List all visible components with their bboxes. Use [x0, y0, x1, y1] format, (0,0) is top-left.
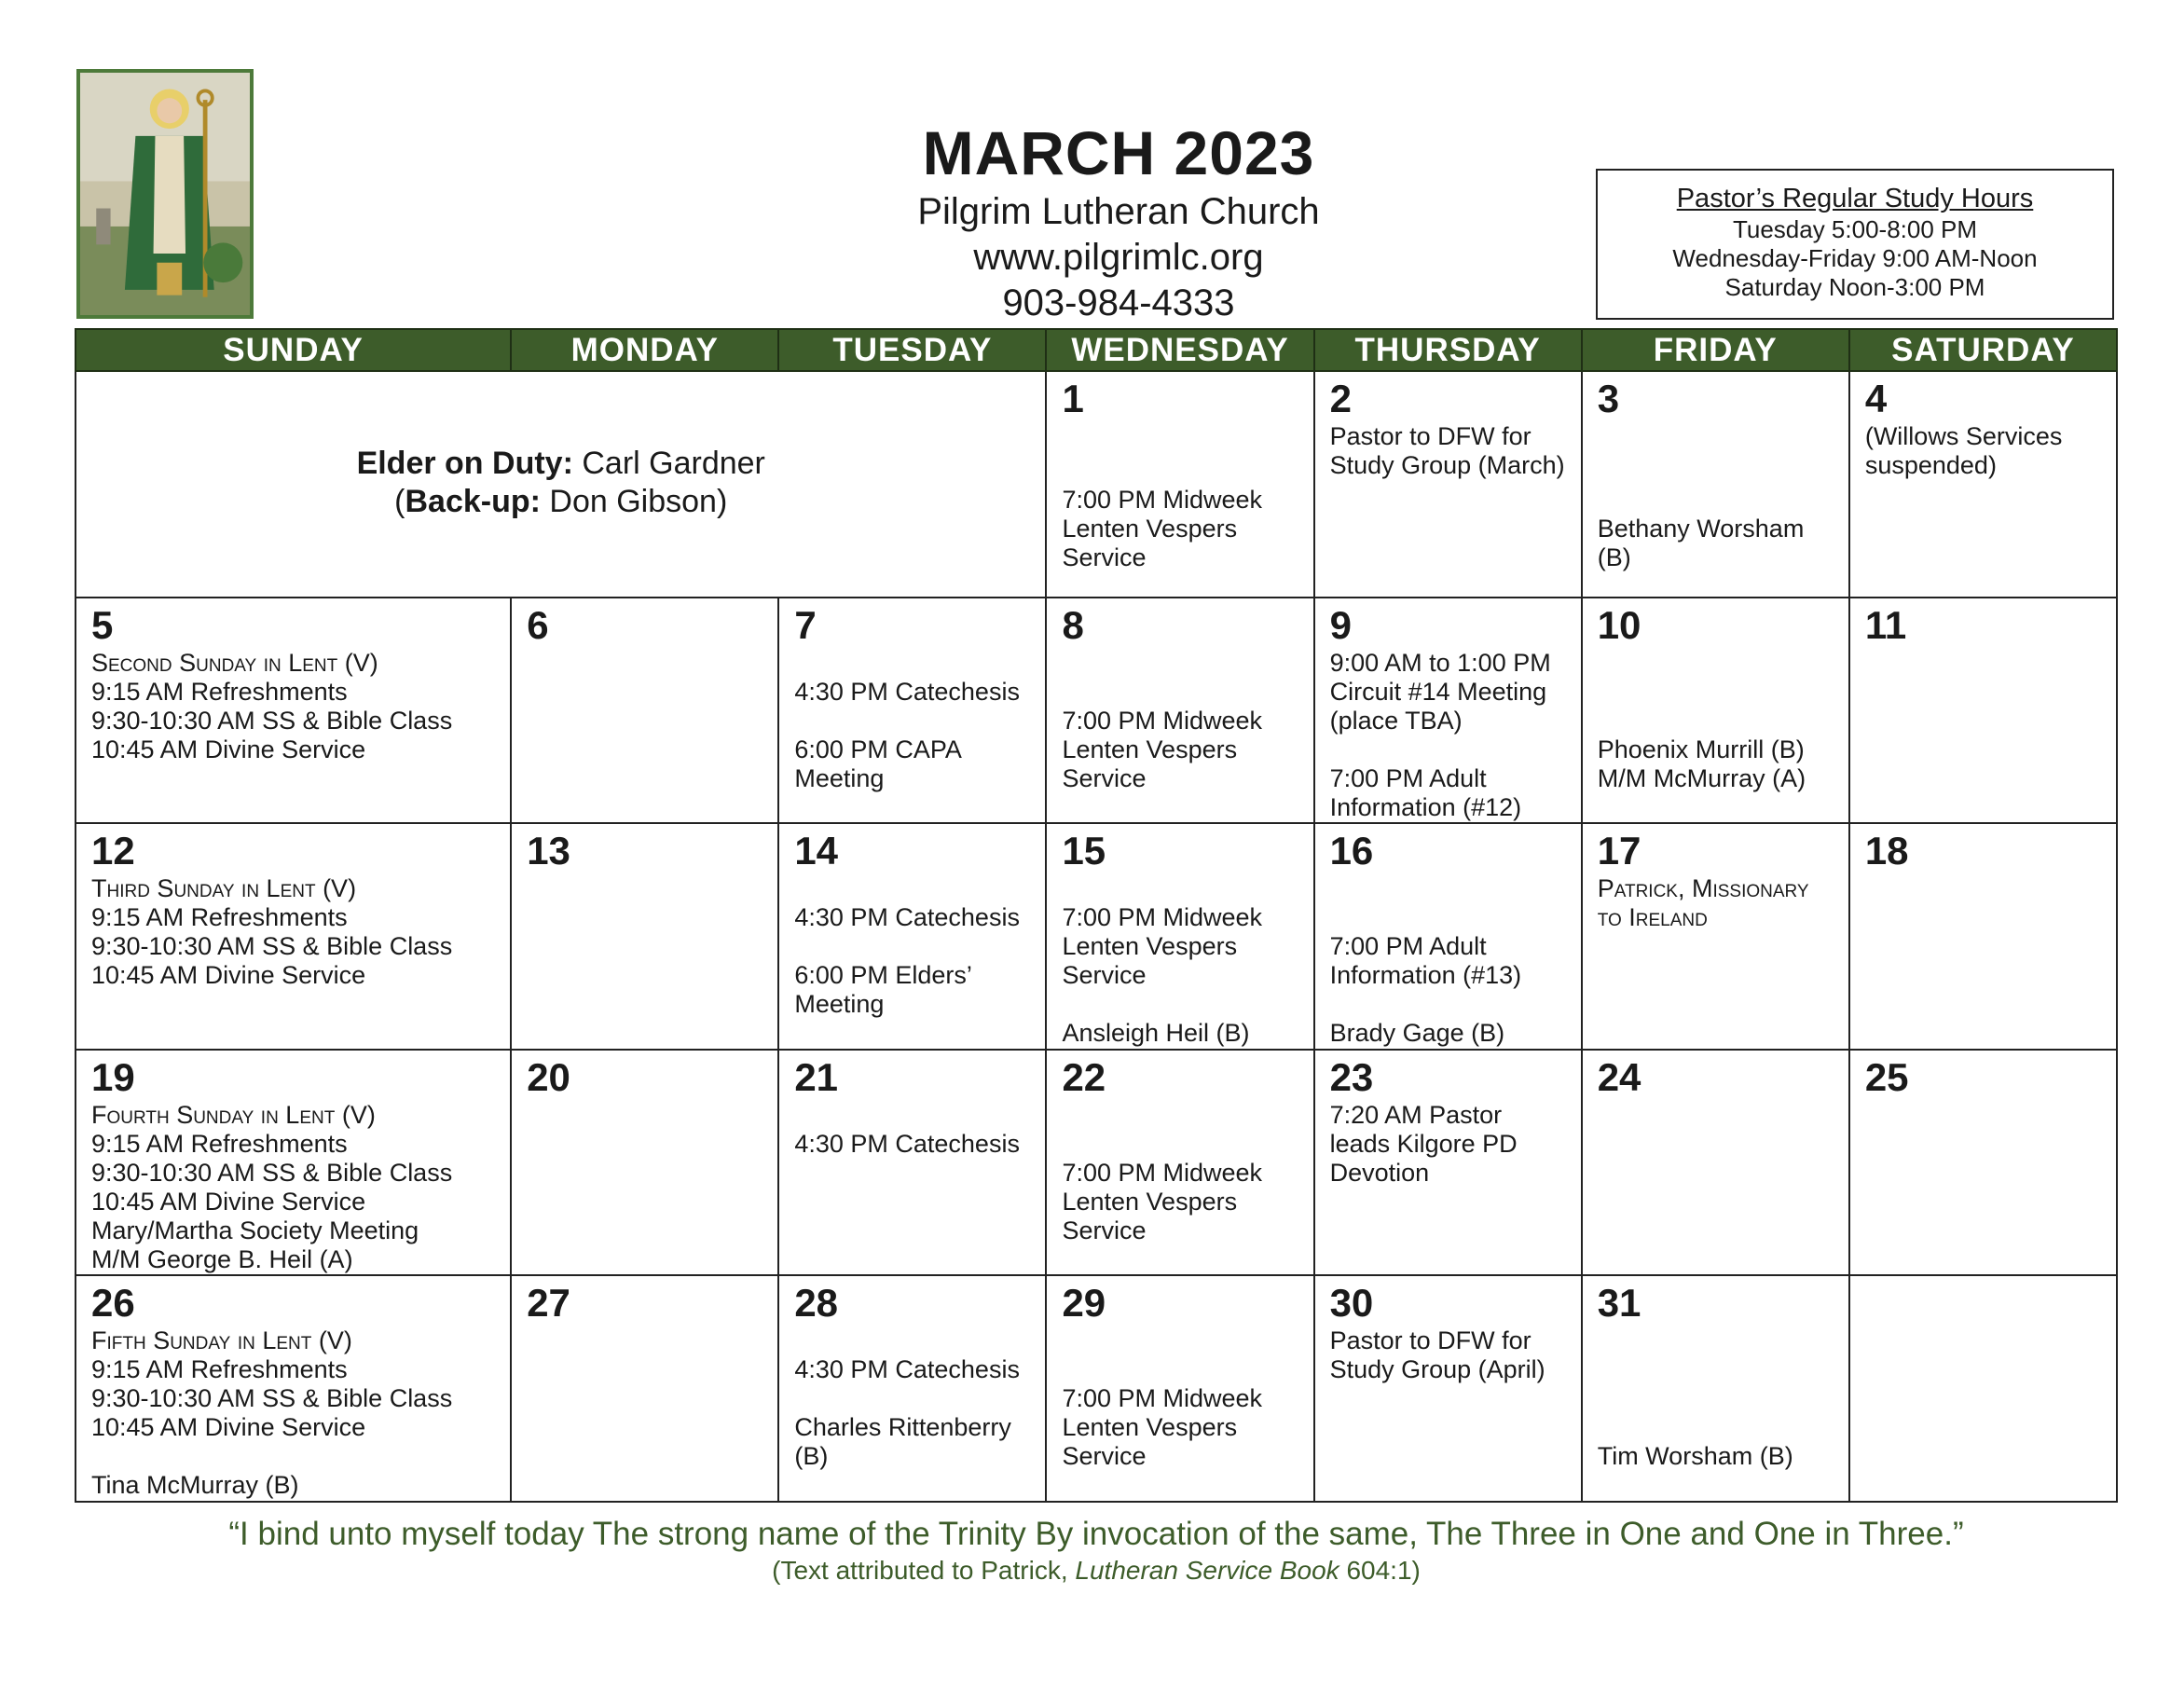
day-cell [1046, 823, 1313, 1050]
day-number: 6 [527, 602, 549, 647]
week-row [76, 598, 2117, 824]
day-cell [1046, 371, 1313, 598]
day-event: Pastor to DFW for Study Group (March) [1329, 422, 1565, 479]
day-cell [778, 1050, 1046, 1276]
day-event: Pastor to DFW for Study Group (April) [1329, 1326, 1545, 1384]
weekday-wednesday: WEDNESDAY [1046, 329, 1313, 371]
study-hours-line: Wednesday-Friday 9:00 AM-Noon [1672, 244, 2038, 272]
day-number: 22 [1062, 1054, 1106, 1099]
day-cell [511, 598, 778, 824]
day-event: 7:00 PM Adult Information (#13) [1329, 932, 1522, 990]
day-number: 11 [1864, 602, 1907, 647]
study-hours-box [1596, 169, 2114, 320]
weekday-sunday: SUNDAY [76, 329, 511, 371]
saint-patrick-image [76, 69, 254, 319]
day-cell [1582, 1050, 1849, 1276]
day-event: 9:15 AM Refreshments 9:30-10:30 AM SS & Bible Class 10:45 AM Divine Service [91, 677, 453, 763]
day-number: 2 [1329, 377, 1352, 420]
day-event: 4:30 PM Catechesis [794, 1355, 1020, 1384]
quote-source-prefix: (Text attributed to Patrick, [772, 1556, 1076, 1585]
day-event: 4:30 PM Catechesis [794, 677, 1020, 706]
day-number: 9 [1329, 602, 1352, 647]
day-cell [1046, 1275, 1313, 1502]
day-number: 21 [794, 1054, 839, 1099]
day-cell [76, 823, 511, 1050]
weekday-friday: FRIDAY [1582, 329, 1849, 371]
day-cell [1314, 1275, 1582, 1502]
elder-on-duty [76, 445, 1045, 521]
day-cell [76, 1275, 511, 1502]
day-cell [778, 598, 1046, 824]
day-cell [1582, 823, 1849, 1050]
day-cell [1849, 371, 2117, 598]
study-hours-line: Saturday Noon-3:00 PM [1724, 273, 1985, 301]
day-number: 27 [527, 1281, 570, 1326]
empty-day-cell [1849, 1275, 2117, 1502]
quote-source-book: Lutheran Service Book [1075, 1556, 1339, 1585]
day-cell [76, 1050, 511, 1276]
day-number: 15 [1062, 829, 1106, 873]
day-event: 6:00 PM CAPA Meeting [794, 735, 962, 792]
day-number: 19 [91, 1054, 135, 1099]
day-event: 4:30 PM Catechesis [794, 1129, 1020, 1158]
day-event: Phoenix Murrill (B) M/M McMurray (A) [1597, 735, 1806, 792]
day-number: 16 [1329, 829, 1374, 873]
day-event: 7:20 AM Pastor leads Kilgore PD Devotion [1329, 1100, 1518, 1187]
day-number: 17 [1597, 829, 1641, 873]
day-number: 25 [1864, 1054, 1909, 1099]
day-cell [1849, 598, 2117, 824]
day-number: 31 [1597, 1281, 1641, 1326]
day-number: 24 [1597, 1054, 1641, 1099]
day-event: Ansleigh Heil (B) [1062, 1019, 1250, 1048]
day-number: 20 [527, 1054, 570, 1099]
day-event: 7:00 PM Midweek Lenten Vespers Service [1062, 486, 1263, 571]
day-event: (Willows Services suspended) [1864, 422, 2063, 479]
weekday-saturday: SATURDAY [1849, 329, 2117, 371]
day-cell [778, 1275, 1046, 1502]
day-event: 7:00 PM Adult Information (#12) [1329, 763, 1522, 821]
day-event: 9:15 AM Refreshments 9:30-10:30 AM SS & Bible Class 10:45 AM Divine Service Mary/Martha Society Meeting M/M George B. Heil (A) [91, 1129, 453, 1273]
day-cell [1046, 1050, 1313, 1276]
church-website: www.pilgrimlc.org [973, 237, 1264, 278]
day-number: 3 [1597, 377, 1620, 420]
day-number: 7 [794, 602, 817, 647]
church-phone: 903-984-4333 [1002, 282, 1235, 323]
backup-paren: ( [394, 484, 405, 519]
liturgical-day: Fifth Sunday in Lent (V) [91, 1326, 352, 1355]
calendar-title: MARCH 2023 [922, 118, 1315, 187]
day-event: 7:00 PM Midweek Lenten Vespers Service [1062, 706, 1263, 792]
day-event: Tina McMurray (B) [91, 1471, 299, 1500]
day-cell [1314, 1050, 1582, 1276]
elder-name: Carl Gardner [572, 446, 765, 481]
calendar-grid [75, 328, 2118, 1503]
study-hours-line: Tuesday 5:00-8:00 PM [1732, 215, 1978, 243]
weekday-header-row [76, 329, 2117, 371]
day-event: 7:00 PM Midweek Lenten Vespers Service [1062, 1158, 1263, 1244]
day-number: 13 [527, 829, 570, 873]
day-number: 23 [1329, 1054, 1374, 1099]
week-row [76, 371, 2117, 598]
day-event: 9:15 AM Refreshments 9:30-10:30 AM SS & Bible Class 10:45 AM Divine Service [91, 903, 453, 990]
day-number: 5 [91, 602, 114, 647]
footer-quote: “I bind unto myself today The strong name of the Trinity By invocation of the same, The Three in One and One in Three.” [228, 1516, 1964, 1552]
day-number: 4 [1864, 377, 1888, 420]
weekday-tuesday: TUESDAY [778, 329, 1046, 371]
commemoration: Patrick, Missionary to Ireland [1597, 874, 1809, 932]
liturgical-day: Fourth Sunday in Lent (V) [91, 1100, 376, 1129]
day-cell [1582, 1275, 1849, 1502]
day-number: 8 [1062, 602, 1084, 647]
quote-source-suffix: 604:1) [1339, 1556, 1421, 1585]
day-event: Brady Gage (B) [1329, 1019, 1505, 1048]
day-cell [1314, 598, 1582, 824]
quote-source [75, 1555, 2118, 1587]
day-number: 12 [91, 829, 135, 873]
day-number: 14 [794, 829, 839, 873]
weekday-thursday: THURSDAY [1314, 329, 1582, 371]
day-event: Charles Rittenberry (B) [794, 1413, 1011, 1471]
day-cell [511, 1050, 778, 1276]
day-event: 6:00 PM Elders’ Meeting [794, 961, 972, 1019]
day-cell [1314, 371, 1582, 598]
week-row [76, 823, 2117, 1050]
day-number: 29 [1062, 1281, 1106, 1326]
church-name: Pilgrim Lutheran Church [917, 191, 1320, 232]
day-number: 30 [1329, 1281, 1374, 1326]
backup-label: Back-up: [405, 484, 541, 519]
backup-name: Don Gibson) [540, 484, 728, 519]
week-row [76, 1275, 2117, 1502]
liturgical-day: Third Sunday in Lent (V) [91, 874, 357, 903]
day-cell [511, 1275, 778, 1502]
elder-label: Elder on Duty: [356, 446, 573, 481]
day-number: 26 [91, 1281, 135, 1326]
day-cell [778, 823, 1046, 1050]
day-event: Bethany Worsham (B) [1597, 515, 1805, 571]
day-number: 10 [1597, 602, 1641, 647]
day-cell [1849, 1050, 2117, 1276]
day-cell [1314, 823, 1582, 1050]
day-cell [1849, 823, 2117, 1050]
day-event: Tim Worsham (B) [1597, 1442, 1793, 1471]
day-event: 7:00 PM Midweek Lenten Vespers Service [1062, 903, 1263, 990]
day-cell [76, 598, 511, 824]
weekday-monday: MONDAY [511, 329, 778, 371]
day-event: 7:00 PM Midweek Lenten Vespers Service [1062, 1384, 1263, 1471]
day-event: 4:30 PM Catechesis [794, 903, 1020, 932]
day-number: 18 [1864, 829, 1909, 873]
day-cell [511, 823, 778, 1050]
study-hours-title: Pastor’s Regular Study Hours [1676, 184, 2034, 213]
liturgical-day: Second Sunday in Lent (V) [91, 648, 378, 677]
day-cell [1046, 598, 1313, 824]
day-event: 9:00 AM to 1:00 PM Circuit #14 Meeting (place TBA) [1329, 648, 1551, 735]
elder-on-duty-cell [76, 371, 1046, 598]
day-number: 1 [1062, 377, 1084, 420]
day-event: 9:15 AM Refreshments 9:30-10:30 AM SS & Bible Class 10:45 AM Divine Service [91, 1355, 453, 1442]
week-row [76, 1050, 2117, 1276]
day-number: 28 [794, 1281, 839, 1326]
day-cell [1582, 598, 1849, 824]
day-cell [1582, 371, 1849, 598]
